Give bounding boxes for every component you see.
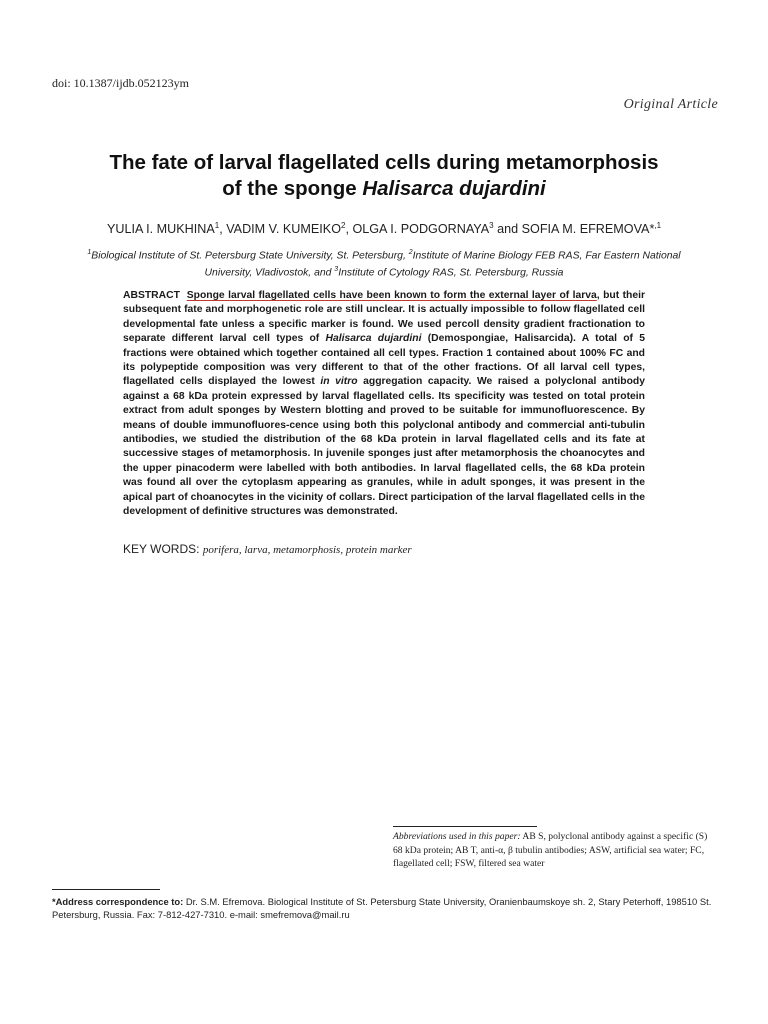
keywords-label: KEY WORDS: (123, 542, 200, 556)
author-list (40, 221, 728, 236)
affil-3: Institute of Cytology RAS, St. Petersburg, Russia (338, 267, 564, 279)
author-2-affil: 2 (341, 221, 346, 230)
affil-2: Institute of Marine Biology FEB RAS, Far Eastern National University, Vladivostok, and (204, 250, 681, 279)
doi: doi: 10.1387/ijdb.052123ym (52, 76, 190, 90)
affil-1: Biological Institute of St. Petersburg State University, St. Petersburg, (91, 250, 409, 262)
keywords-values: porifera, larva, metamorphosis, protein marker (202, 544, 412, 556)
abstract-species: Halisarca dujardini (325, 333, 422, 345)
affil-2-mark: 2 (408, 249, 413, 256)
abstract-part-1: , but their subsequent fate and morphogenetic role are still unclear. It is actually impossible to follow flagellated cell developmental fate unless a specific marker is found. We used percoll density gradient fractionation to separate different larval cell types of (123, 290, 646, 345)
correspondence-label: *Address correspondence to: (52, 896, 184, 907)
title-line-2-prefix: of the sponge (222, 177, 363, 200)
abstract (123, 289, 645, 520)
title-species: Halisarca dujardini (362, 177, 546, 200)
abbreviations-label: Abbreviations used in this paper: (393, 831, 521, 842)
author-3-affil: 3 (489, 221, 494, 230)
author-3: , OLGA I. PODGORNAYA (345, 222, 490, 237)
article-type: Original Article (623, 97, 718, 112)
author-1: YULIA I. MUKHINA (106, 222, 215, 237)
abstract-part-2: (Demospongiae, Halisarcida). A total of 5 fractions were obtained which together contained all cell types. Fraction 1 contained about 100% FC and its polypeptide composition was very different to that of the other fractions. Of all larval cell types, flagellated cells displayed the lowest (123, 333, 645, 388)
abbreviations-rule (393, 826, 537, 827)
abstract-in-vitro: in vitro (320, 376, 358, 388)
affil-3-mark: 3 (334, 266, 339, 274)
keywords (123, 542, 412, 556)
abstract-label: ABSTRACT (123, 290, 180, 301)
correspondence-note (52, 895, 722, 921)
title-line-2 (60, 176, 708, 202)
paper-title (60, 150, 708, 202)
abstract-part-3: aggregation capacity. We raised a polyclonal antibody against a 68 kDa protein expressed by larval flagellated cells. Its specificity was tested on total protein extract from adult sponges by Western blotting and proved to be suitable for immunofluorescence. By means of double immunofluores-cence using both this polyclonal antibody and commercial anti-tubulin antibodies, we studied the distribution of the 68 kDa protein in larval flagellated cells and its fate at successive stages of metamorphosis. In juvenile sponges just after metamorphosis the choanocytes and the upper pinacoderm were labelled with both antibodies. In larval flagellated cells, the 68 kDa protein was found all over the cytoplasm appearing as granules, while in adult sponges, it was present in the apical part of choanocytes in the vicinity of collars. Direct participation of the larval flagellated cells in the development of definitive structures was demonstrated. (123, 376, 645, 518)
author-4-affil: ,1 (654, 221, 662, 230)
abbreviations-note (393, 830, 719, 871)
affiliations (70, 246, 698, 281)
author-1-affil: 1 (214, 221, 220, 230)
abbreviations-text: AB S, polyclonal antibody against a specific (S) 68 kDa protein; AB T, anti-α, β tubulin antibodies; ASW, artificial sea water; FC, flagellated cell; FSW, filtered sea water (393, 831, 708, 869)
correspondence-rule (52, 889, 160, 890)
author-2: , VADIM V. KUMEIKO (219, 222, 341, 237)
title-line-1: The fate of larval flagellated cells during metamorphosis (109, 151, 659, 174)
affil-1-mark: 1 (87, 249, 92, 256)
abstract-highlight: Sponge larval flagellated cells have been known to form the external layer of larva (186, 290, 597, 301)
correspondence-text: Dr. S.M. Efremova. Biological Institute of St. Petersburg State University, Oranienbaumskoye sh. 2, Stary Peterhoff, 198510 St. Petersburg, Russia. Fax: 7-812-427-7310. e-mail: smefremova@mail.ru (52, 896, 712, 920)
author-4: and SOFIA M. EFREMOVA* (493, 222, 655, 237)
